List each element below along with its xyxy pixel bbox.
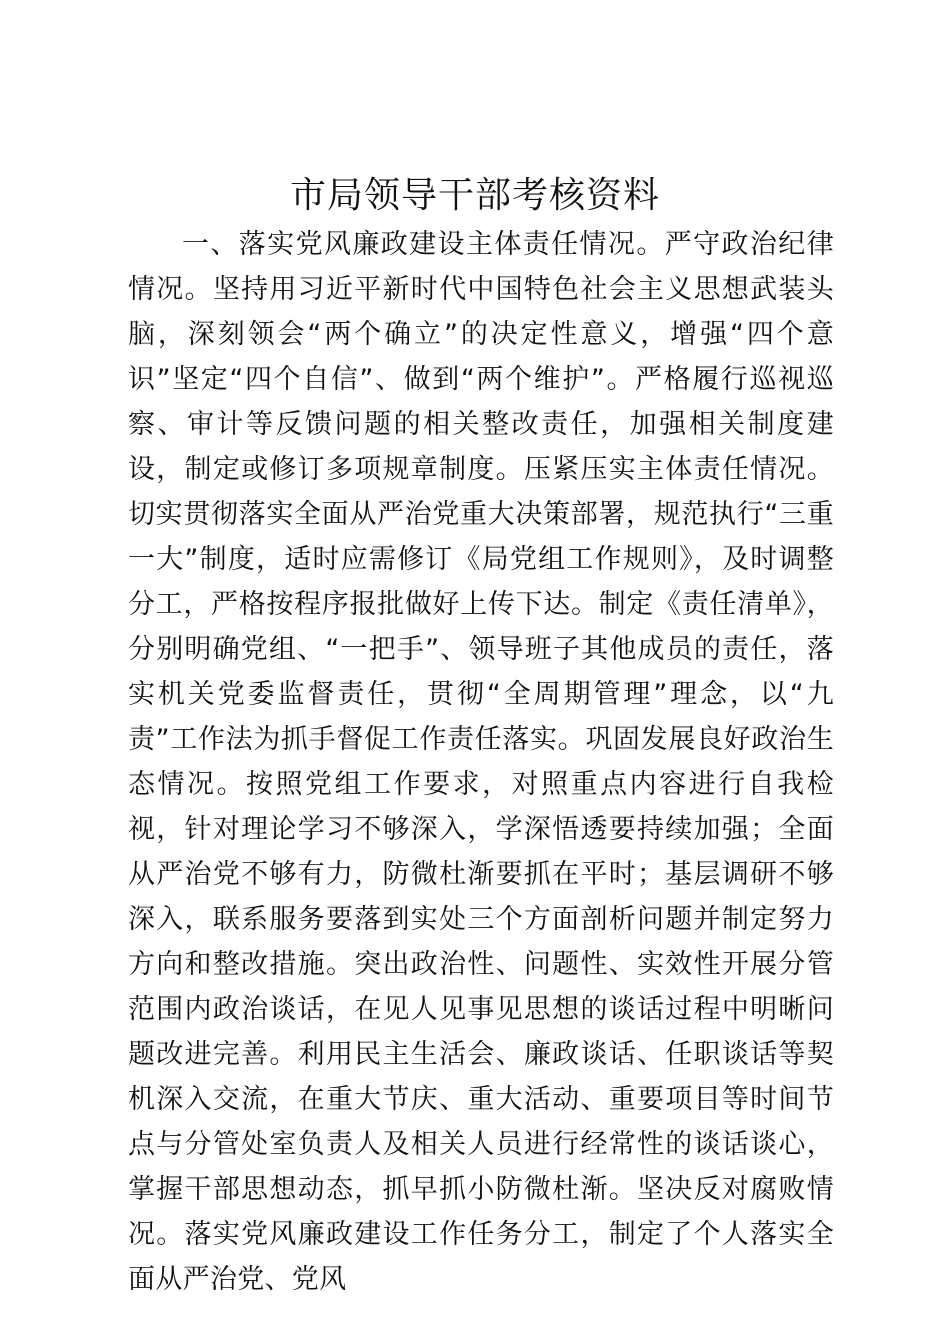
document-title: 市局领导干部考核资料 [289, 175, 660, 216]
body-paragraph: 一、落实党风廉政建设主体责任情况。严守政治纪律情况。坚持用习近平新时代中国特色社会主义思想武装头脑，深刻领会“两个确立”的决定性意义，增强“四个意识”坚定“四个自信”、做到“两个维护”。严格履行巡视巡察、审计等反馈问题的相关整改责任，加强相关制度建设，制定或修订多项规章制度。压紧压实主体责任情况。切实贯彻落实全面从严治党重大决策部署，规范执行“三重一大”制度，适时应需修订《局党组工作规则》，及时调整分工，严格按程序报批做好上传下达。制定《责任清单》，分别明确党组、“一把手”、领导班子其他成员的责任，落实机关党委监督责任，贯彻“全周期管理”理念，以“九责”工作法为抓手督促工作责任落实。巩固发展良好政治生态情况。按照党组工作要求，对照重点内容进行自我检视，针对理论学习不够深入，学深悟透要持续加强；全面从严治党不够有力，防微杜渐要抓在平时；基层调研不够深入，联系服务要落到实处三个方面剖析问题并制定努力方向和整改措施。突出政治性、问题性、实效性开展分管范围内政治谈话，在见人见事见思想的谈话过程中明晰问题改进完善。利用民主生活会、廉政谈话、任职谈话等契机深入交流，在重大节庆、重大活动、重要项目等时间节点与分管处室负责人及相关人员进行经常性的谈话谈心，掌握干部思想动态，抓早抓小防微杜渐。坚决反对腐败情况。落实党风廉政建设工作任务分工，制定了个人落实全面从严治党、党风 [128, 229, 834, 1295]
